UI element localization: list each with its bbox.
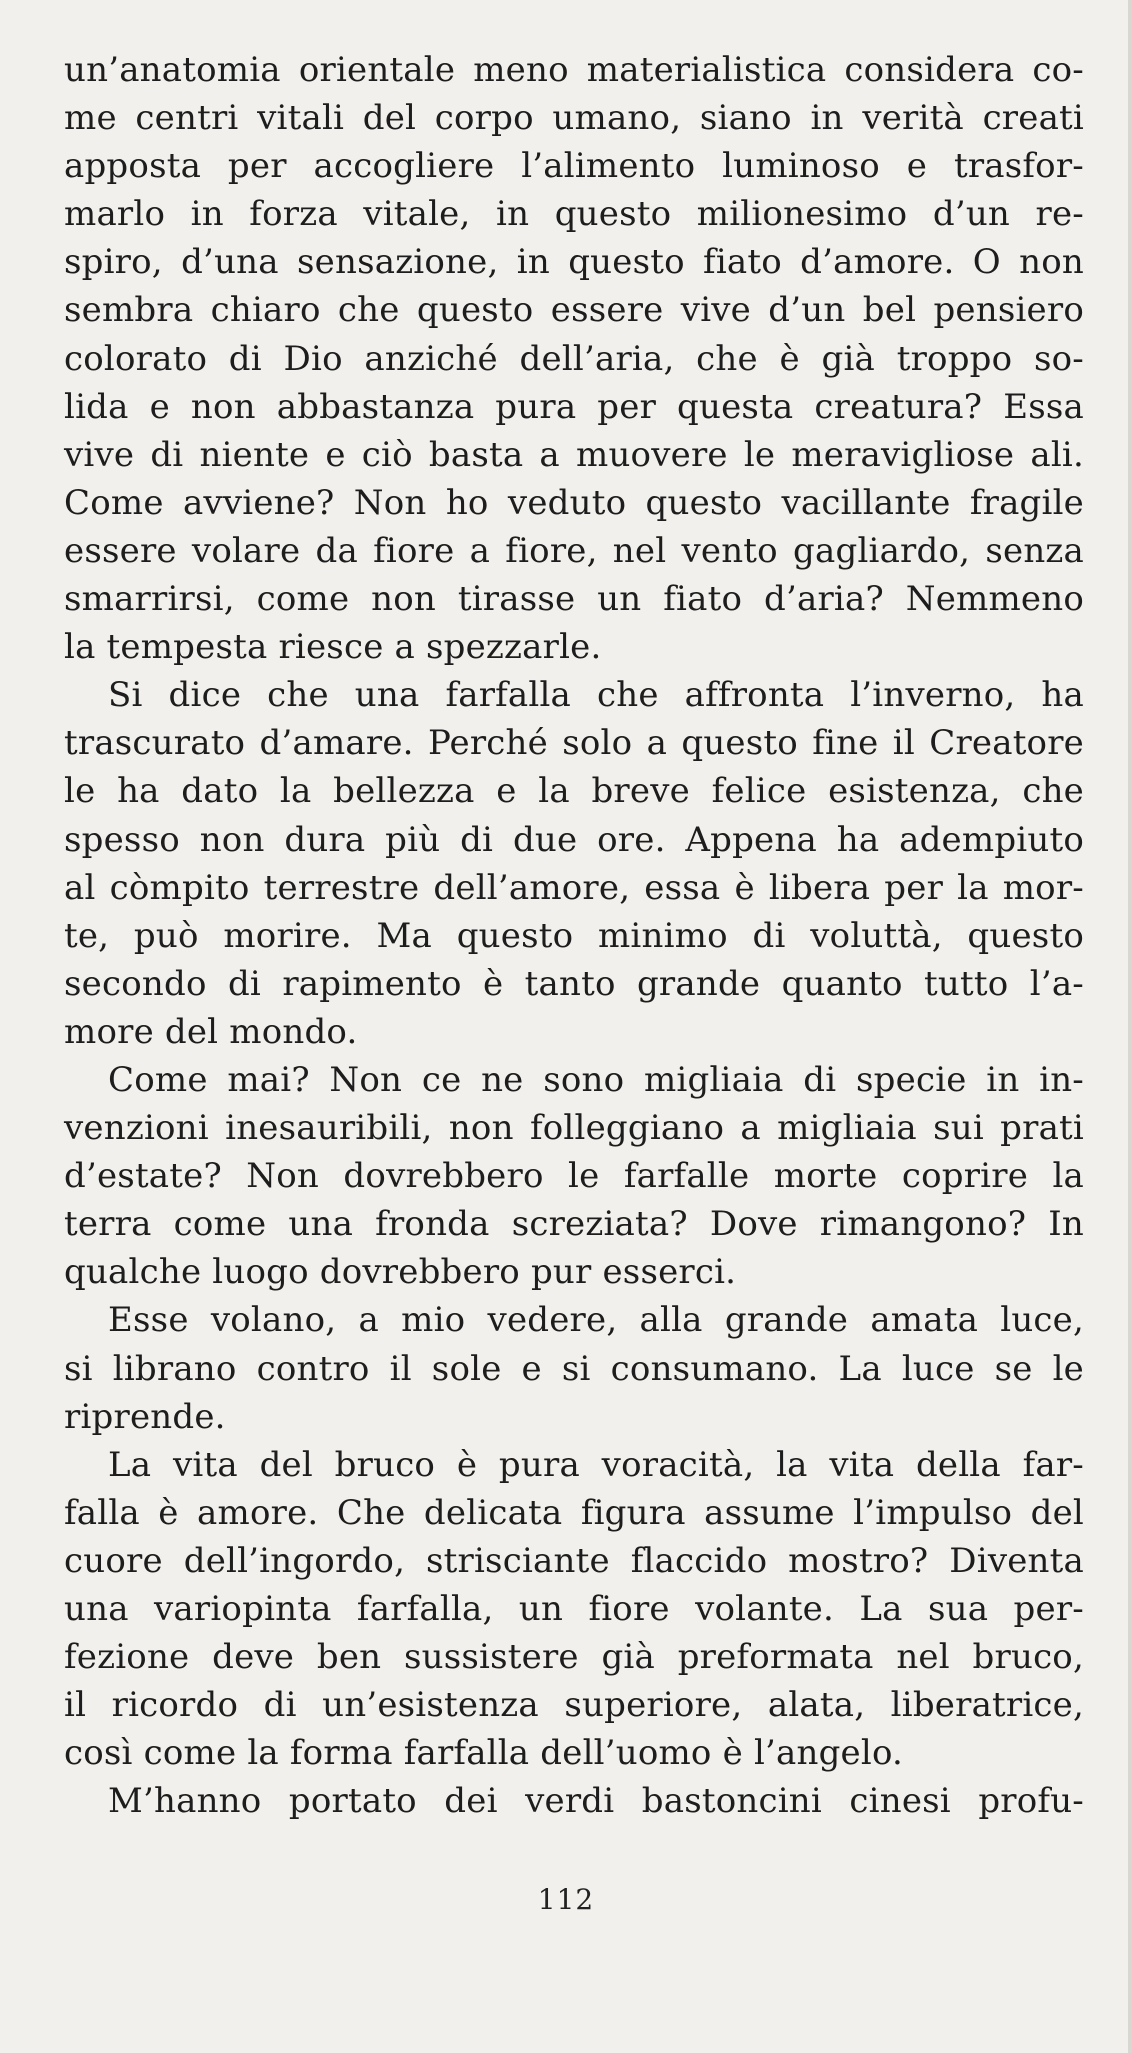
text-line: colorato di Dio anziché dell’aria, che è già troppo so- (64, 338, 1084, 379)
text-line: vive di niente e ciò basta a muovere le meravigliose ali. (64, 434, 1084, 475)
text-line: La vita del bruco è pura voracità, la vita della far- (108, 1444, 1084, 1485)
text-line: spesso non dura più di due ore. Appena ha adempiuto (64, 819, 1084, 860)
text-line: Si dice che una farfalla che affronta l’inverno, ha (108, 675, 1084, 716)
text-line: terra come una fronda screziata? Dove rimangono? In (64, 1204, 1084, 1245)
text-line: venzioni inesauribili, non folleggiano a migliaia sui prati (64, 1108, 1084, 1149)
text-line: Come avviene? Non ho veduto questo vacillante fragile (64, 482, 1084, 523)
text-line: Esse volano, a mio vedere, alla grande amata luce, (108, 1300, 1084, 1341)
text-line: spiro, d’una sensazione, in questo fiato d’amore. O non (64, 242, 1084, 283)
text-line: te, può morire. Ma questo minimo di voluttà, questo (64, 915, 1084, 956)
text-line: secondo di rapimento è tanto grande quanto tutto l’a- (64, 963, 1084, 1004)
text-line: me centri vitali del corpo umano, siano in verità creati (64, 98, 1084, 139)
text-line: lida e non abbastanza pura per questa creatura? Essa (64, 386, 1084, 427)
text-line: smarrirsi, come non tirasse un fiato d’aria? Nemmeno (64, 579, 1084, 620)
body-text (64, 46, 1084, 1825)
text-line: si librano contro il sole e si consumano. La luce se le (64, 1348, 1084, 1389)
text-line: marlo in forza vitale, in questo milionesimo d’un re- (64, 194, 1084, 235)
text-line: trascurato d’amare. Perché solo a questo fine il Creatore (64, 723, 1084, 764)
text-line: così come la forma farfalla dell’uomo è l’angelo. (64, 1733, 904, 1774)
text-line: cuore dell’ingordo, strisciante flaccido mostro? Diventa (64, 1540, 1084, 1581)
text-line: Come mai? Non ce ne sono migliaia di specie in in- (108, 1059, 1084, 1100)
text-line: apposta per accogliere l’alimento luminoso e trasfor- (64, 146, 1084, 187)
text-line: fezione deve ben sussistere già preformata nel bruco, (64, 1637, 1084, 1678)
text-line: un’anatomia orientale meno materialistica considera co- (64, 50, 1084, 90)
text-line: una variopinta farfalla, un fiore volante. La sua per- (64, 1589, 1084, 1629)
text-line: le ha dato la bellezza e la breve felice esistenza, che (64, 771, 1084, 812)
text-line: il ricordo di un’esistenza superiore, alata, liberatrice, (64, 1685, 1084, 1726)
text-line: la tempesta riesce a spezzarle. (64, 627, 602, 668)
text-line: falla è amore. Che delicata figura assume l’impulso del (64, 1492, 1084, 1533)
text-line: qualche luogo dovrebbero pur esserci. (64, 1252, 737, 1293)
text-line: more del mondo. (64, 1011, 358, 1052)
text-line: sembra chiaro che questo essere vive d’un bel pensiero (64, 290, 1084, 331)
page-number: 112 (537, 1883, 595, 1916)
text-line: riprende. (64, 1396, 226, 1437)
text-line: al còmpito terrestre dell’amore, essa è libera per la mor- (64, 867, 1084, 908)
text-line: d’estate? Non dovrebbero le farfalle morte coprire la (64, 1156, 1084, 1197)
text-line: essere volare da fiore a fiore, nel vento gagliardo, senza (64, 530, 1084, 571)
text-line: M’hanno portato dei verdi bastoncini cinesi profu- (108, 1781, 1084, 1822)
